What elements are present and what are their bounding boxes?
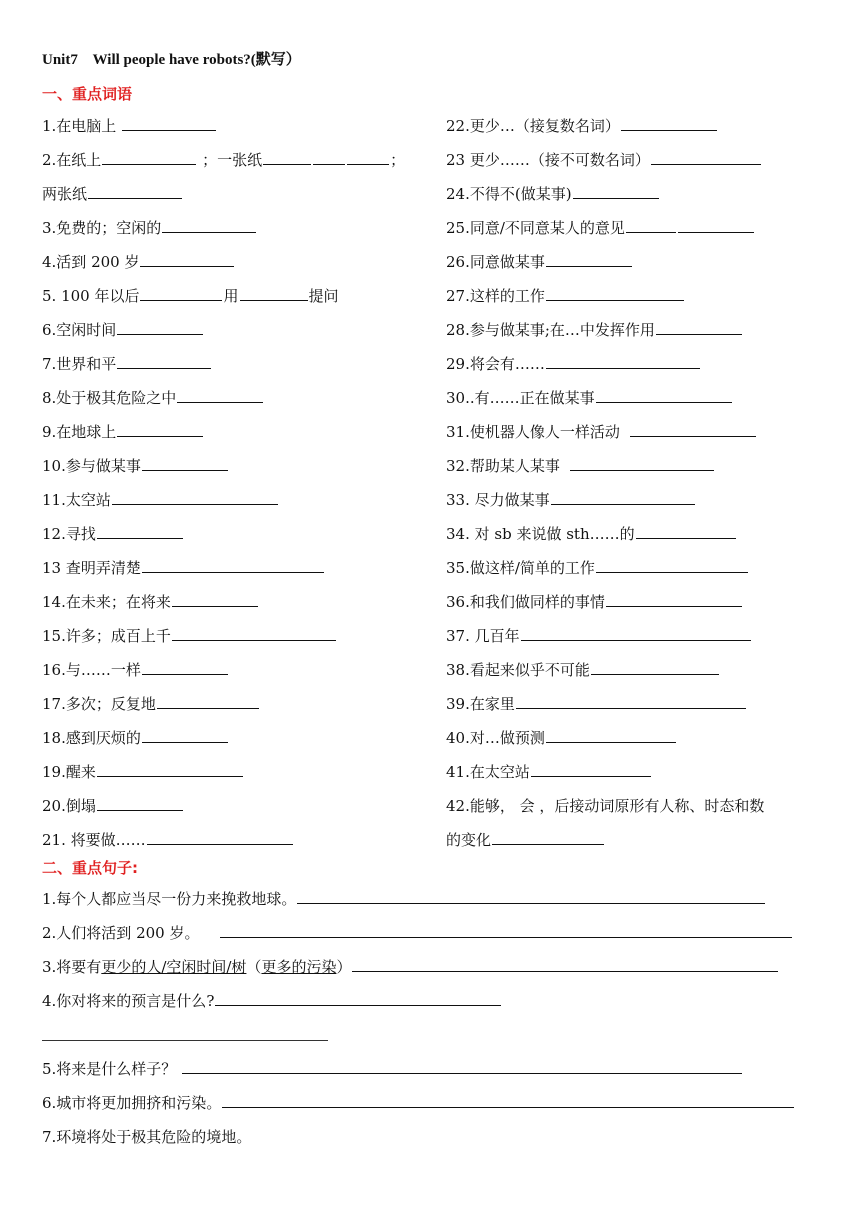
word-item-17 bbox=[42, 694, 260, 716]
sentence-4 bbox=[42, 991, 502, 1013]
answer-blank[interactable] bbox=[551, 490, 695, 505]
word-item-42-cont bbox=[446, 830, 605, 852]
sentence-2 bbox=[42, 923, 793, 945]
word-prompt: 3.免费的；空闲的 bbox=[42, 219, 162, 237]
word-item-42 bbox=[446, 796, 764, 818]
word-item-6 bbox=[42, 320, 204, 342]
answer-blank[interactable] bbox=[546, 252, 632, 267]
word-prompt: 26.同意做某事 bbox=[446, 253, 545, 271]
answer-blank[interactable] bbox=[352, 957, 778, 972]
answer-blank[interactable] bbox=[621, 116, 717, 131]
answer-blank[interactable] bbox=[162, 218, 256, 233]
word-prompt: 23 更少……（接不可数名词） bbox=[446, 151, 650, 169]
word-prompt: 21. 将要做…… bbox=[42, 831, 146, 849]
word-prompt: 42.能够， 会 ，后接动词原形有人称、时态和数 bbox=[446, 797, 765, 815]
answer-blank[interactable] bbox=[147, 830, 293, 845]
answer-blank[interactable] bbox=[112, 490, 278, 505]
word-item-9 bbox=[42, 422, 204, 444]
answer-blank[interactable] bbox=[263, 150, 311, 165]
answer-blank[interactable] bbox=[630, 422, 756, 437]
sentence-prompt: 5.将来是什么样子？ bbox=[42, 1060, 177, 1078]
section-key-sentences-heading: 二、重点句子: bbox=[42, 859, 138, 877]
word-item-39 bbox=[446, 694, 747, 716]
answer-blank[interactable] bbox=[347, 150, 389, 165]
word-item-11 bbox=[42, 490, 279, 512]
word-prompt: 36.和我们做同样的事情 bbox=[446, 593, 605, 611]
answer-blank[interactable] bbox=[591, 660, 719, 675]
answer-blank[interactable] bbox=[172, 592, 258, 607]
word-prompt: 35.做这样/简单的工作 bbox=[446, 559, 595, 577]
answer-blank[interactable] bbox=[492, 830, 604, 845]
word-prompt: 提问 bbox=[308, 287, 339, 305]
word-item-14 bbox=[42, 592, 259, 614]
word-item-2 bbox=[42, 150, 405, 172]
word-prompt: 12.寻找 bbox=[42, 525, 96, 543]
word-item-13 bbox=[42, 558, 325, 580]
answer-blank[interactable] bbox=[313, 150, 345, 165]
word-item-40 bbox=[446, 728, 677, 750]
word-item-38 bbox=[446, 660, 720, 682]
word-prompt: 34. 对 sb 来说做 sth……的 bbox=[446, 525, 635, 543]
word-prompt: 10.参与做某事 bbox=[42, 457, 141, 475]
word-item-30 bbox=[446, 388, 733, 410]
word-prompt: 16.与……一样 bbox=[42, 661, 141, 679]
word-item-32 bbox=[446, 456, 715, 478]
word-prompt: 15.许多；成百上千 bbox=[42, 627, 171, 645]
answer-blank[interactable] bbox=[122, 116, 216, 131]
answer-blank[interactable] bbox=[521, 626, 751, 641]
answer-blank[interactable] bbox=[97, 796, 183, 811]
answer-blank[interactable] bbox=[97, 524, 183, 539]
word-prompt: 40.对…做预测 bbox=[446, 729, 545, 747]
word-item-31 bbox=[446, 422, 757, 444]
word-prompt: 38.看起来似乎不可能 bbox=[446, 661, 590, 679]
word-prompt: 28.参与做某事;在…中发挥作用 bbox=[446, 321, 655, 339]
word-item-25 bbox=[446, 218, 755, 240]
answer-blank[interactable] bbox=[102, 150, 196, 165]
sentence-prompt: 3.将要有 bbox=[42, 958, 102, 976]
section-key-words-heading: 一、重点词语 bbox=[42, 85, 133, 103]
word-prompt: 7.世界和平 bbox=[42, 355, 117, 373]
answer-blank[interactable] bbox=[142, 728, 228, 743]
word-prompt: 8.处于极其危险之中 bbox=[42, 389, 177, 407]
word-item-20 bbox=[42, 796, 184, 818]
answer-blank[interactable] bbox=[142, 456, 228, 471]
answer-blank[interactable] bbox=[222, 1093, 794, 1108]
answer-blank[interactable] bbox=[142, 660, 228, 675]
word-item-21 bbox=[42, 830, 294, 852]
word-prompt: 11.太空站 bbox=[42, 491, 111, 509]
answer-blank[interactable] bbox=[546, 354, 700, 369]
sentence-prompt: 6.城市将更加拥挤和污染。 bbox=[42, 1094, 222, 1112]
answer-blank[interactable] bbox=[516, 694, 746, 709]
word-item-33 bbox=[446, 490, 696, 512]
word-item-12 bbox=[42, 524, 184, 546]
word-item-35 bbox=[446, 558, 749, 580]
answer-blank[interactable] bbox=[596, 558, 748, 573]
word-item-3 bbox=[42, 218, 257, 240]
word-prompt: 31.使机器人像人一样活动 bbox=[446, 423, 620, 441]
word-prompt: 1.在电脑上 bbox=[42, 117, 117, 135]
answer-blank[interactable] bbox=[570, 456, 714, 471]
answer-blank[interactable] bbox=[140, 252, 234, 267]
word-prompt: 20.倒塌 bbox=[42, 797, 96, 815]
word-item-28 bbox=[446, 320, 743, 342]
sentence-1 bbox=[42, 889, 766, 911]
word-item-18 bbox=[42, 728, 229, 750]
word-prompt: ；一张纸 bbox=[202, 151, 263, 169]
answer-blank[interactable] bbox=[117, 354, 211, 369]
word-item-24 bbox=[446, 184, 660, 206]
sentence-6 bbox=[42, 1093, 795, 1115]
word-item-37 bbox=[446, 626, 752, 648]
answer-blank[interactable] bbox=[215, 991, 501, 1006]
word-prompt: 22.更少…（接复数名词） bbox=[446, 117, 620, 135]
word-item-41 bbox=[446, 762, 652, 784]
word-prompt: 29.将会有…… bbox=[446, 355, 545, 373]
word-item-8 bbox=[42, 388, 264, 410]
answer-blank[interactable] bbox=[88, 184, 182, 199]
word-item-1 bbox=[42, 116, 217, 138]
page-title: Unit7 Will people have robots?(默写） bbox=[42, 52, 301, 68]
word-item-29 bbox=[446, 354, 701, 376]
answer-blank[interactable] bbox=[656, 320, 742, 335]
answer-blank[interactable] bbox=[606, 592, 742, 607]
word-item-23 bbox=[446, 150, 762, 172]
sentence-5 bbox=[42, 1059, 743, 1081]
answer-blank[interactable] bbox=[117, 422, 203, 437]
word-prompt: 的变化 bbox=[446, 831, 492, 849]
word-prompt: 6.空闲时间 bbox=[42, 321, 117, 339]
word-item-19 bbox=[42, 762, 244, 784]
word-prompt: 两张纸 bbox=[42, 185, 88, 203]
answer-blank[interactable] bbox=[626, 218, 676, 233]
answer-blank[interactable] bbox=[117, 320, 203, 335]
word-item-2b bbox=[42, 184, 183, 206]
answer-blank[interactable] bbox=[140, 286, 222, 301]
answer-blank[interactable] bbox=[220, 923, 792, 938]
answer-blank[interactable] bbox=[596, 388, 732, 403]
word-prompt: 41.在太空站 bbox=[446, 763, 530, 781]
answer-blank[interactable] bbox=[177, 388, 263, 403]
word-prompt: 5. 100 年以后 bbox=[42, 287, 140, 305]
word-prompt: 14.在未来；在将来 bbox=[42, 593, 171, 611]
answer-blank[interactable] bbox=[97, 762, 243, 777]
word-item-27 bbox=[446, 286, 685, 308]
word-item-10 bbox=[42, 456, 229, 478]
word-item-15 bbox=[42, 626, 337, 648]
answer-blank[interactable] bbox=[142, 558, 324, 573]
sentence-prompt: （ bbox=[246, 958, 262, 976]
sentence-prompt-underlined: 更少的人/空闲时间/树 bbox=[101, 958, 247, 976]
word-prompt: 17.多次；反复地 bbox=[42, 695, 156, 713]
word-prompt: 4.活到 200 岁 bbox=[42, 253, 140, 271]
sentence-3 bbox=[42, 957, 779, 979]
sentence-prompt: 1.每个人都应当尽一份力来挽救地球。 bbox=[42, 890, 297, 908]
word-item-5 bbox=[42, 286, 339, 308]
word-item-7 bbox=[42, 354, 212, 376]
word-item-22 bbox=[446, 116, 718, 138]
word-item-36 bbox=[446, 592, 743, 614]
word-prompt: 用 bbox=[223, 287, 239, 305]
sentence-prompt: ） bbox=[336, 958, 352, 976]
word-prompt: 13 查明弄清楚 bbox=[42, 559, 141, 577]
sentence-prompt: 2.人们将活到 200 岁。 bbox=[42, 924, 200, 942]
answer-blank[interactable] bbox=[636, 524, 736, 539]
word-item-16 bbox=[42, 660, 229, 682]
answer-blank-continued[interactable] bbox=[42, 1040, 328, 1041]
word-prompt: 37. 几百年 bbox=[446, 627, 520, 645]
word-prompt: 24.不得不(做某事) bbox=[446, 185, 572, 203]
word-prompt: 2.在纸上 bbox=[42, 151, 102, 169]
answer-blank[interactable] bbox=[651, 150, 761, 165]
word-item-26 bbox=[446, 252, 633, 274]
sentence-prompt-underlined: 更多的污染 bbox=[261, 958, 337, 976]
word-prompt: 25.同意/不同意某人的意见 bbox=[446, 219, 625, 237]
word-prompt: 33. 尽力做某事 bbox=[446, 491, 550, 509]
word-item-4 bbox=[42, 252, 235, 274]
answer-blank[interactable] bbox=[172, 626, 336, 641]
word-prompt: 32.帮助某人某事 bbox=[446, 457, 560, 475]
word-prompt: 27.这样的工作 bbox=[446, 287, 545, 305]
answer-blank[interactable] bbox=[573, 184, 659, 199]
word-prompt: 30..有……正在做某事 bbox=[446, 389, 595, 407]
sentence-7 bbox=[42, 1127, 251, 1149]
answer-blank[interactable] bbox=[546, 286, 684, 301]
answer-blank[interactable] bbox=[182, 1059, 742, 1074]
answer-blank[interactable] bbox=[157, 694, 259, 709]
answer-blank[interactable] bbox=[678, 218, 754, 233]
answer-blank[interactable] bbox=[546, 728, 676, 743]
word-prompt: 9.在地球上 bbox=[42, 423, 117, 441]
answer-blank[interactable] bbox=[531, 762, 651, 777]
sentence-prompt: 4.你对将来的预言是什么? bbox=[42, 992, 215, 1010]
word-prompt: 19.醒来 bbox=[42, 763, 96, 781]
answer-blank[interactable] bbox=[297, 889, 765, 904]
word-prompt: 18.感到厌烦的 bbox=[42, 729, 141, 747]
word-item-34 bbox=[446, 524, 737, 546]
answer-blank[interactable] bbox=[240, 286, 308, 301]
word-prompt: 39.在家里 bbox=[446, 695, 515, 713]
word-prompt: ； bbox=[390, 151, 406, 169]
sentence-prompt: 7.环境将处于极其危险的境地。 bbox=[42, 1128, 252, 1146]
